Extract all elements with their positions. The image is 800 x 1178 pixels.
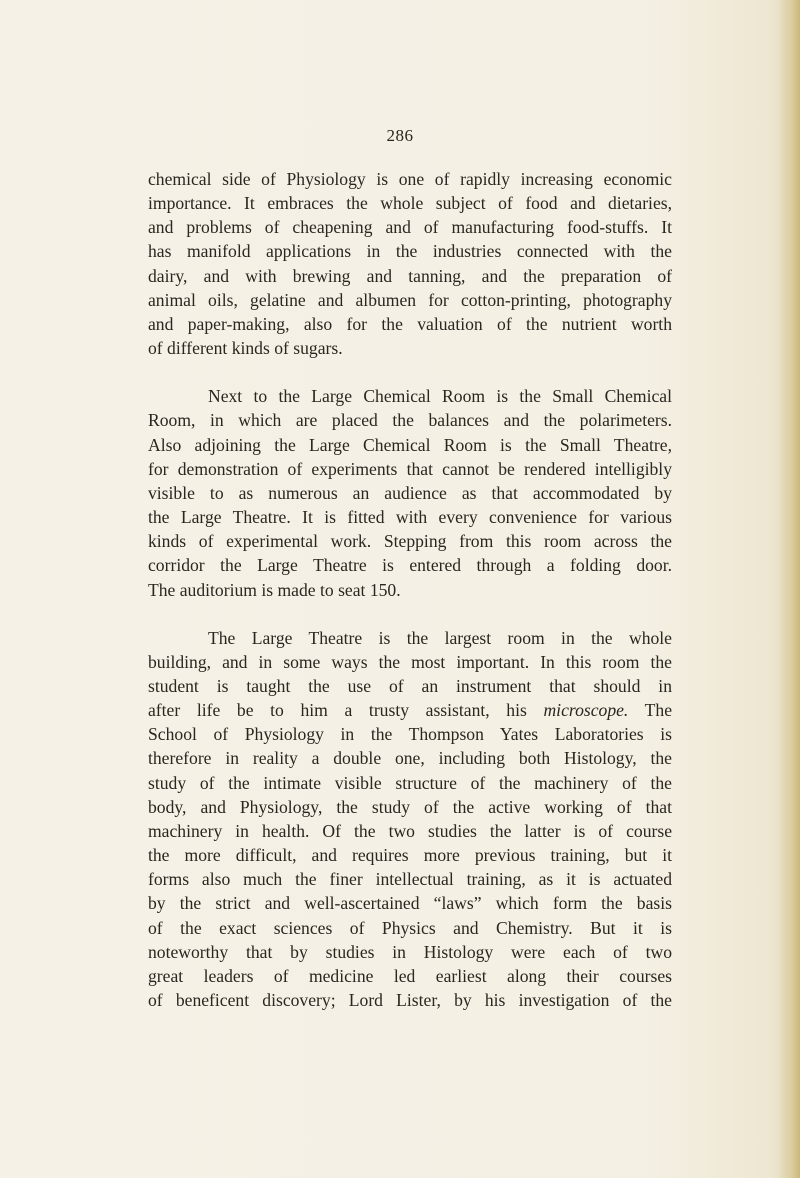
text-line: noteworthy that by studies in Histology were each of two: [148, 941, 672, 962]
body-text: [148, 167, 672, 1012]
text-fragment: after life be to him a trusty assistant, his: [148, 700, 527, 721]
text-line: The auditorium is made to seat 150.: [148, 579, 401, 600]
text-line: forms also much the finer intellectual training, as it is actuated: [148, 869, 672, 890]
text-line: of different kinds of sugars.: [148, 338, 343, 359]
text-line: corridor the Large Theatre is entered through a folding door.: [148, 555, 672, 576]
text-line: the Large Theatre. It is fitted with every convenience for various: [148, 507, 672, 528]
paragraph-3: [148, 626, 672, 1013]
text-line: for demonstration of experiments that cannot be rendered intelligibly: [148, 458, 672, 479]
text-line: great leaders of medicine led earliest along their courses: [148, 965, 672, 986]
text-line: therefore in reality a double one, including both Histology, the: [148, 748, 672, 769]
text-line: student is taught the use of an instrument that should in: [148, 675, 672, 696]
text-line: visible to as numerous an audience as that accommodated by: [148, 482, 672, 503]
text-line: of beneficent discovery; Lord Lister, by his investigation of the: [148, 990, 672, 1010]
text-line: Room, in which are placed the balances and the polarimeters.: [148, 410, 672, 431]
text-line: and paper-making, also for the valuation of the nutrient worth: [148, 313, 672, 334]
text-line: study of the intimate visible structure of the machinery of the: [148, 772, 672, 793]
text-line: building, and in some ways the most important. In this room the: [148, 651, 672, 672]
text-line: School of Physiology in the Thompson Yates Laboratories is: [148, 724, 672, 745]
text-line: and problems of cheapening and of manufacturing food-stuffs. It: [148, 217, 672, 238]
text-line: The Large Theatre is the largest room in the whole: [208, 627, 672, 648]
text-line: the more difficult, and requires more previous training, but it: [148, 845, 672, 866]
text-line: dairy, and with brewing and tanning, and the preparation of: [148, 265, 672, 286]
text-line: kinds of experimental work. Stepping from this room across the: [148, 531, 672, 552]
text-line: machinery in health. Of the two studies the latter is of course: [148, 820, 672, 841]
paragraph-1: [148, 167, 672, 360]
page-number: 286: [386, 126, 414, 145]
page-edge-shading: [778, 0, 800, 1178]
text-line: by the strict and well-ascertained “laws” which form the basis: [148, 893, 672, 914]
text-fragment: The: [644, 700, 673, 721]
text-line: has manifold applications in the industries connected with the: [148, 241, 672, 262]
text-line: animal oils, gelatine and albumen for cotton-printing, photography: [148, 289, 672, 310]
text-line: Also adjoining the Large Chemical Room is the Small Theatre,: [148, 434, 672, 455]
text-line-with-italic: [148, 698, 672, 722]
text-line: importance. It embraces the whole subject of food and dietaries,: [148, 193, 672, 214]
text-line: of the exact sciences of Physics and Chemistry. But it is: [148, 917, 672, 938]
text-line: body, and Physiology, the study of the active working of that: [148, 796, 672, 817]
paragraph-2: [148, 384, 672, 601]
text-line: chemical side of Physiology is one of rapidly increasing economic: [148, 169, 672, 189]
italic-term: microscope.: [543, 700, 629, 721]
text-line: Next to the Large Chemical Room is the Small Chemical: [208, 386, 672, 407]
